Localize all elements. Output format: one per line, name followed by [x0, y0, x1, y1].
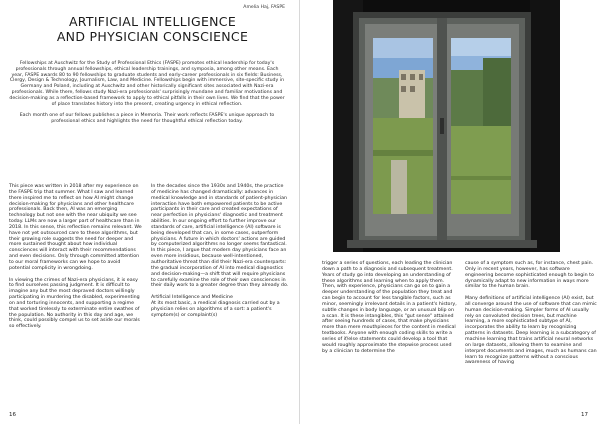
intro-block: [9, 61, 285, 131]
column-1-paragraph-2: In viewing the crimes of Nazi-era physicians, it is easy to find ourselves passing judgment. It is difficult to imagine any but the most depraved doctors willingly participating in murdering the disabled, experimenting on and torturing innocents, and supporting a regime that worked tirelessly to exterminate entire swathes of the population. No authority in this day and age, we think, could possibly compel us to set aside our morals so effectively.: [9, 277, 140, 330]
title-line-2: AND PHYSICIAN CONSCIENCE: [56, 29, 249, 44]
section-heading: Artificial Intelligence and Medicine: [151, 295, 233, 301]
column-3: [322, 261, 458, 360]
window-photo: [333, 0, 560, 252]
intro-paragraph-1: Fellowships at Auschwitz for the Study of Professional Ethics (FASPE) promotes ethical leadership for today's professionals through annual fellowships, ethical leadership trainings, and symposia, among other means. Each year, FASPE awards 80 to 90 fellowships to graduate students and early-career professionals in six fields: Business, Clergy, Design & Technology, Journalism, Law, and Medicine. Fellowships begin with immersive, site-specific study in Germany and Poland, including at Auschwitz and other historically significant sites associated with Nazi-era professionals. While there, fellows study Nazi-era professionals' surprisingly mundane and familiar motivations and decision-making as a reflection-based framework to apply to ethical pitfalls in their own lives. We find that the power of place translates history into the present, creating urgency in ethical reflection.: [9, 61, 285, 107]
article-title: [30, 14, 275, 44]
author-byline: Amelia Haj, FASPE: [243, 5, 285, 10]
column-2-paragraph-2: At its most basic, a medical diagnosis carried out by a physician relies on algorithms of a sort: a patient's symptom(s) or complaint(s): [151, 300, 280, 318]
column-3-paragraph-1: trigger a series of questions, each leading the clinician down a path to a diagnosis and subsequent treatment. Years of study go into developing an understanding of these algorithms and learning when to apply them. Then, with experience, physicians can go on to gain a deeper understanding of the population they treat and can begin to account for less tangible factors, such as minor, seemingly irrelevant details in a patient's history, subtle changes in body language, or an unusual blip on a scan. It is these intangibles, this "gut sense" attained after seeing hundreds of cases, that make physicians more than mere mouthpieces for the content in medical textbooks. Anyone with enough coding skills to write a series of if/else statements could develop a tool that would roughly approximate the stepwise process used by a clinician to determine the: [322, 261, 457, 354]
page-number-left: 16: [9, 412, 16, 418]
right-page: [300, 0, 600, 424]
page-number-right: 17: [581, 412, 588, 418]
column-2-paragraph-1: In the decades since the 1930s and 1940s, the practice of medicine has changed dramatically: advances in medical knowledge and in standards of patient-physician interaction have both empowered patients to be active participants in their care and created expectations of near perfection in physicians' diagnostic and treatment abilities. In our ongoing effort to further improve our standards of care, artificial intelligence (AI) software is being developed that can, in some cases, outperform physicians. A future in which doctors' actions are guided by computerized algorithms no longer seems fantastical. In this piece, I argue that modern day physicians face an even more insidious, because well-intentioned, authoritative threat than did their Nazi-era counterparts: the gradual incorporation of AI into medical diagnostics and decision-making—a shift that will require physicians to carefully examine the role of their own consciences in their daily work to a greater degree than they already do.: [151, 184, 289, 289]
column-4: [465, 261, 597, 372]
window-photo-illustration: [333, 0, 560, 252]
column-4-paragraph-2: Many definitions of artificial intelligence (AI) exist, but all converge around the use of software that can mimic human decision-making. Simpler forms of AI usually rely on convoluted decision trees, but machine learning, a more sophisticated subtype of AI, incorporates the ability to learn by recognizing patterns in datasets. Deep learning is a subcategory of machine learning that trains artificial neural networks on large datasets, allowing them to examine and interpret documents and images, much as humans can learn to recognize patterns without a conscious awareness of having: [465, 296, 597, 366]
title-line-1: ARTIFICIAL INTELLIGENCE: [68, 14, 237, 29]
column-1: [9, 184, 143, 336]
column-1-paragraph-1: This piece was written in 2018 after my experience on the FASPE trip that summer. What I saw and learned there inspired me to reflect on how AI might change decision-making for physicians and other healthcare professionals. Back then, AI was an emerging technology but not one with the near ubiquity we see today. LLMs are now a larger part of healthcare than in 2018. In this sense, this reflection remains relevant. We have not yet outsourced care to these algorithms, but their growing role suggests the need for deeper and more sustained thought about how individual consciences will interact with their recommendations and even decisions. Only through committed attention to our moral frameworks can we hope to avoid potential complicity in wrongdoing.: [9, 184, 142, 271]
column-2: [151, 184, 289, 324]
column-4-paragraph-1: cause of a symptom such as, for instance, chest pain. Only in recent years, however, has software engineering become sophisticated enough to begin to dynamically adapt to new information in ways more similar to the human brain.: [465, 261, 594, 290]
intro-paragraph-2: Each month one of our fellows publishes a piece in Memoria. Their work reflects FASPE's unique approach to professional ethics and highlights the need for thoughtful ethical reflection today.: [19, 113, 275, 124]
